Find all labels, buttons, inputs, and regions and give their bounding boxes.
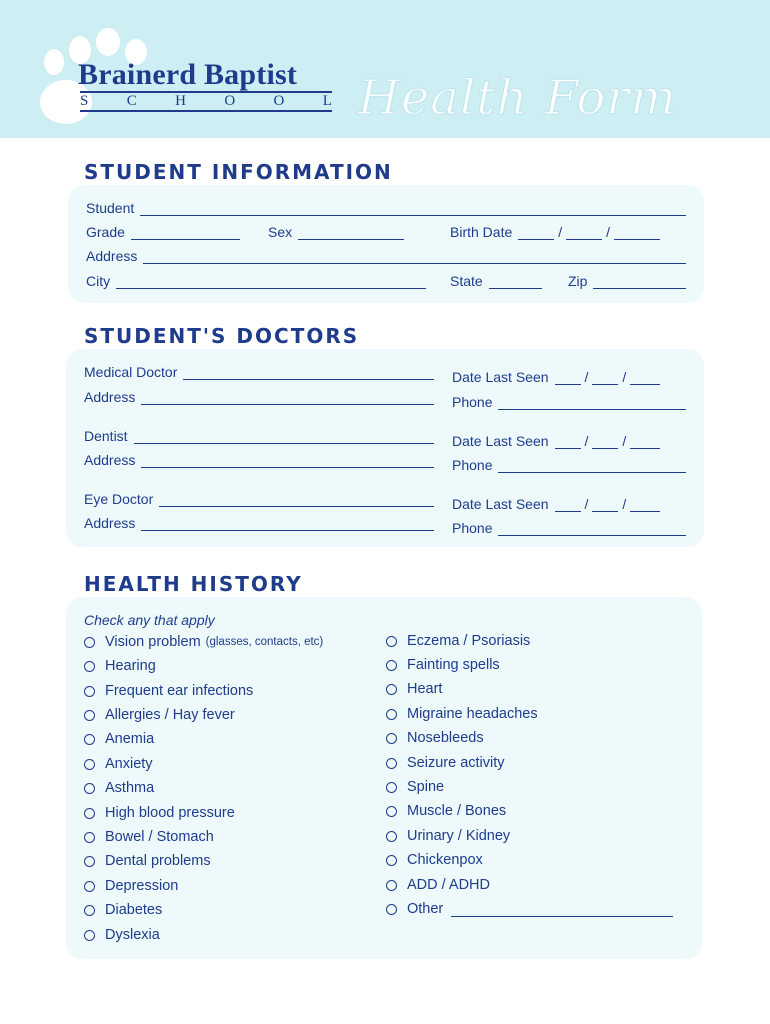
radio-circle-icon[interactable]: [386, 758, 397, 769]
radio-circle-icon[interactable]: [386, 904, 397, 915]
dentist-phone-field[interactable]: [452, 457, 686, 473]
condition-label: Dental problems: [105, 853, 211, 869]
subtitle-letter: C: [126, 93, 137, 109]
eye-doctor-label: Eye Doctor: [84, 491, 154, 507]
condition-label: Asthma: [105, 780, 155, 796]
eye-phone-line[interactable]: [498, 521, 686, 536]
radio-circle-icon[interactable]: [84, 905, 95, 916]
sex-field[interactable]: [268, 224, 404, 240]
checkbox-dental-problems[interactable]: [84, 853, 211, 869]
last-seen-day-line[interactable]: [592, 370, 618, 385]
phone-label: Phone: [452, 520, 493, 536]
address-label: Address: [84, 389, 136, 405]
health-history-title: HEALTH HISTORY: [84, 572, 303, 596]
condition-label: Depression: [105, 878, 179, 894]
dentist-last-seen-field[interactable]: [452, 433, 686, 449]
checkbox-heart[interactable]: [386, 681, 442, 697]
checkbox-spine[interactable]: [386, 779, 444, 795]
eye-last-seen-field[interactable]: [452, 496, 686, 512]
radio-circle-icon[interactable]: [386, 806, 397, 817]
radio-circle-icon[interactable]: [386, 733, 397, 744]
medical-address-line[interactable]: [141, 390, 434, 405]
student-info-title: STUDENT INFORMATION: [84, 160, 393, 184]
address-field[interactable]: [86, 248, 686, 264]
radio-circle-icon[interactable]: [84, 808, 95, 819]
medical-phone-field[interactable]: [452, 394, 686, 410]
radio-circle-icon[interactable]: [386, 709, 397, 720]
subtitle-letter: H: [175, 93, 186, 109]
radio-circle-icon[interactable]: [386, 831, 397, 842]
city-label: City: [86, 273, 111, 289]
radio-circle-icon[interactable]: [386, 660, 397, 671]
last-seen-month-line[interactable]: [555, 497, 581, 512]
medical-phone-line[interactable]: [498, 395, 686, 410]
medical-address-field[interactable]: [84, 389, 434, 405]
sex-label: Sex: [268, 224, 293, 240]
condition-label: Fainting spells: [407, 657, 500, 673]
radio-circle-icon[interactable]: [386, 880, 397, 891]
birth-month-line[interactable]: [518, 225, 554, 240]
city-line[interactable]: [116, 274, 426, 289]
dentist-field[interactable]: [84, 428, 434, 444]
date-separator: /: [622, 496, 627, 512]
checkbox-fainting-spells[interactable]: [386, 657, 500, 673]
subtitle-letter: S: [80, 93, 89, 109]
checkbox-depression[interactable]: [84, 878, 178, 894]
checkbox-migraine-headaches[interactable]: [386, 706, 538, 722]
condition-label: Anxiety: [105, 756, 153, 772]
radio-circle-icon[interactable]: [386, 855, 397, 866]
last-seen-month-line[interactable]: [555, 434, 581, 449]
checkbox-anemia[interactable]: [84, 731, 154, 747]
sex-line[interactable]: [298, 225, 404, 240]
condition-label: Heart: [407, 681, 443, 697]
last-seen-label: Date Last Seen: [452, 369, 549, 385]
eye-doctor-field[interactable]: [84, 491, 434, 507]
school-subtitle: [80, 93, 332, 110]
condition-label: Frequent ear infections: [105, 683, 254, 699]
student-name-field[interactable]: [86, 200, 686, 216]
eye-doctor-line[interactable]: [159, 492, 434, 507]
birth-date-field[interactable]: [450, 224, 686, 240]
grade-label: Grade: [86, 224, 125, 240]
state-line[interactable]: [489, 274, 542, 289]
medical-last-seen-field[interactable]: [452, 369, 686, 385]
last-seen-day-line[interactable]: [592, 434, 618, 449]
zip-line[interactable]: [593, 274, 686, 289]
checkbox-dyslexia[interactable]: [84, 927, 160, 943]
logo-rule-bottom: [80, 110, 332, 112]
birth-date-label: Birth Date: [450, 224, 513, 240]
address-label: Address: [84, 452, 136, 468]
eye-address-field[interactable]: [84, 515, 434, 531]
date-separator: /: [558, 224, 563, 240]
condition-label: Eczema / Psoriasis: [407, 633, 531, 649]
condition-label: Vision problem: [105, 634, 201, 650]
grade-field[interactable]: [86, 224, 240, 240]
checkbox-seizure-activity[interactable]: [386, 755, 505, 771]
radio-circle-icon[interactable]: [84, 637, 95, 648]
condition-label: Muscle / Bones: [407, 803, 507, 819]
checkbox-nosebleeds[interactable]: [386, 730, 484, 746]
condition-label: Migraine headaches: [407, 706, 538, 722]
checkbox-allergies[interactable]: [84, 707, 235, 723]
medical-doctor-field[interactable]: [84, 364, 434, 380]
city-field[interactable]: [86, 273, 426, 289]
condition-label: Allergies / Hay fever: [105, 707, 235, 723]
last-seen-year-line[interactable]: [630, 434, 660, 449]
check-instruction: Check any that apply: [84, 612, 215, 628]
state-field[interactable]: [450, 273, 542, 289]
header-banner: [0, 0, 770, 138]
birth-day-line[interactable]: [566, 225, 602, 240]
checkbox-chickenpox[interactable]: [386, 852, 483, 868]
dentist-address-line[interactable]: [141, 453, 434, 468]
checkbox-diabetes[interactable]: [84, 902, 162, 918]
zip-label: Zip: [568, 273, 588, 289]
radio-circle-icon[interactable]: [386, 782, 397, 793]
form-title: Health Form: [358, 70, 677, 126]
radio-circle-icon[interactable]: [84, 832, 95, 843]
birth-year-line[interactable]: [614, 225, 660, 240]
radio-circle-icon[interactable]: [84, 710, 95, 721]
date-separator: /: [584, 496, 589, 512]
last-seen-year-line[interactable]: [630, 370, 660, 385]
medical-doctor-label: Medical Doctor: [84, 364, 178, 380]
checkbox-frequent-ear-infections[interactable]: [84, 683, 253, 699]
subtitle-letter: O: [224, 93, 236, 109]
date-separator: /: [622, 369, 627, 385]
phone-label: Phone: [452, 457, 493, 473]
student-label: Student: [86, 200, 135, 216]
last-seen-month-line[interactable]: [555, 370, 581, 385]
dentist-label: Dentist: [84, 428, 128, 444]
condition-label: Chickenpox: [407, 852, 483, 868]
condition-label: Anemia: [105, 731, 155, 747]
condition-label: Diabetes: [105, 902, 163, 918]
grade-line[interactable]: [131, 225, 240, 240]
checkbox-vision-problem[interactable]: [84, 634, 323, 650]
address-label: Address: [86, 248, 138, 264]
last-seen-label: Date Last Seen: [452, 496, 549, 512]
date-separator: /: [622, 433, 627, 449]
radio-circle-icon[interactable]: [84, 783, 95, 794]
student-name-line[interactable]: [140, 201, 686, 216]
state-label: State: [450, 273, 483, 289]
radio-circle-icon[interactable]: [386, 684, 397, 695]
condition-label: Seizure activity: [407, 755, 505, 771]
condition-label: Nosebleeds: [407, 730, 484, 746]
checkbox-anxiety[interactable]: [84, 756, 153, 772]
condition-label: High blood pressure: [105, 805, 235, 821]
date-separator: /: [584, 369, 589, 385]
dentist-line[interactable]: [134, 429, 434, 444]
radio-circle-icon[interactable]: [84, 759, 95, 770]
condition-label: Hearing: [105, 658, 156, 674]
eye-address-line[interactable]: [141, 516, 434, 531]
radio-circle-icon[interactable]: [84, 734, 95, 745]
last-seen-label: Date Last Seen: [452, 433, 549, 449]
condition-label: Dyslexia: [105, 927, 160, 943]
last-seen-day-line[interactable]: [592, 497, 618, 512]
condition-label: Other: [407, 901, 444, 917]
condition-note: (glasses, contacts, etc): [205, 636, 324, 648]
checkbox-add-adhd[interactable]: [386, 877, 490, 893]
zip-field[interactable]: [568, 273, 686, 289]
condition-label: ADD / ADHD: [407, 877, 490, 893]
date-separator: /: [606, 224, 611, 240]
checkbox-asthma[interactable]: [84, 780, 154, 796]
school-name: Brainerd Baptist: [78, 58, 298, 91]
radio-circle-icon[interactable]: [386, 636, 397, 647]
address-label: Address: [84, 515, 136, 531]
radio-circle-icon[interactable]: [84, 881, 95, 892]
subtitle-letter: L: [322, 93, 332, 109]
dentist-phone-line[interactable]: [498, 458, 686, 473]
checkbox-bowel-stomach[interactable]: [84, 829, 214, 845]
checkbox-muscle-bones[interactable]: [386, 803, 506, 819]
checkbox-high-blood-pressure[interactable]: [84, 805, 235, 821]
medical-doctor-line[interactable]: [183, 365, 434, 380]
checkbox-hearing[interactable]: [84, 658, 156, 674]
other-line[interactable]: [451, 902, 673, 917]
condition-label: Urinary / Kidney: [407, 828, 511, 844]
checkbox-eczema[interactable]: [386, 633, 530, 649]
checkbox-other[interactable]: [386, 901, 673, 917]
subtitle-letter: O: [273, 93, 285, 109]
doctors-title: STUDENT'S DOCTORS: [84, 324, 360, 348]
condition-label: Spine: [407, 779, 445, 795]
radio-circle-icon[interactable]: [84, 930, 95, 941]
address-line[interactable]: [143, 249, 686, 264]
radio-circle-icon[interactable]: [84, 661, 95, 672]
last-seen-year-line[interactable]: [630, 497, 660, 512]
eye-phone-field[interactable]: [452, 520, 686, 536]
date-separator: /: [584, 433, 589, 449]
condition-label: Bowel / Stomach: [105, 829, 214, 845]
checkbox-urinary-kidney[interactable]: [386, 828, 510, 844]
dentist-address-field[interactable]: [84, 452, 434, 468]
radio-circle-icon[interactable]: [84, 856, 95, 867]
radio-circle-icon[interactable]: [84, 686, 95, 697]
phone-label: Phone: [452, 394, 493, 410]
